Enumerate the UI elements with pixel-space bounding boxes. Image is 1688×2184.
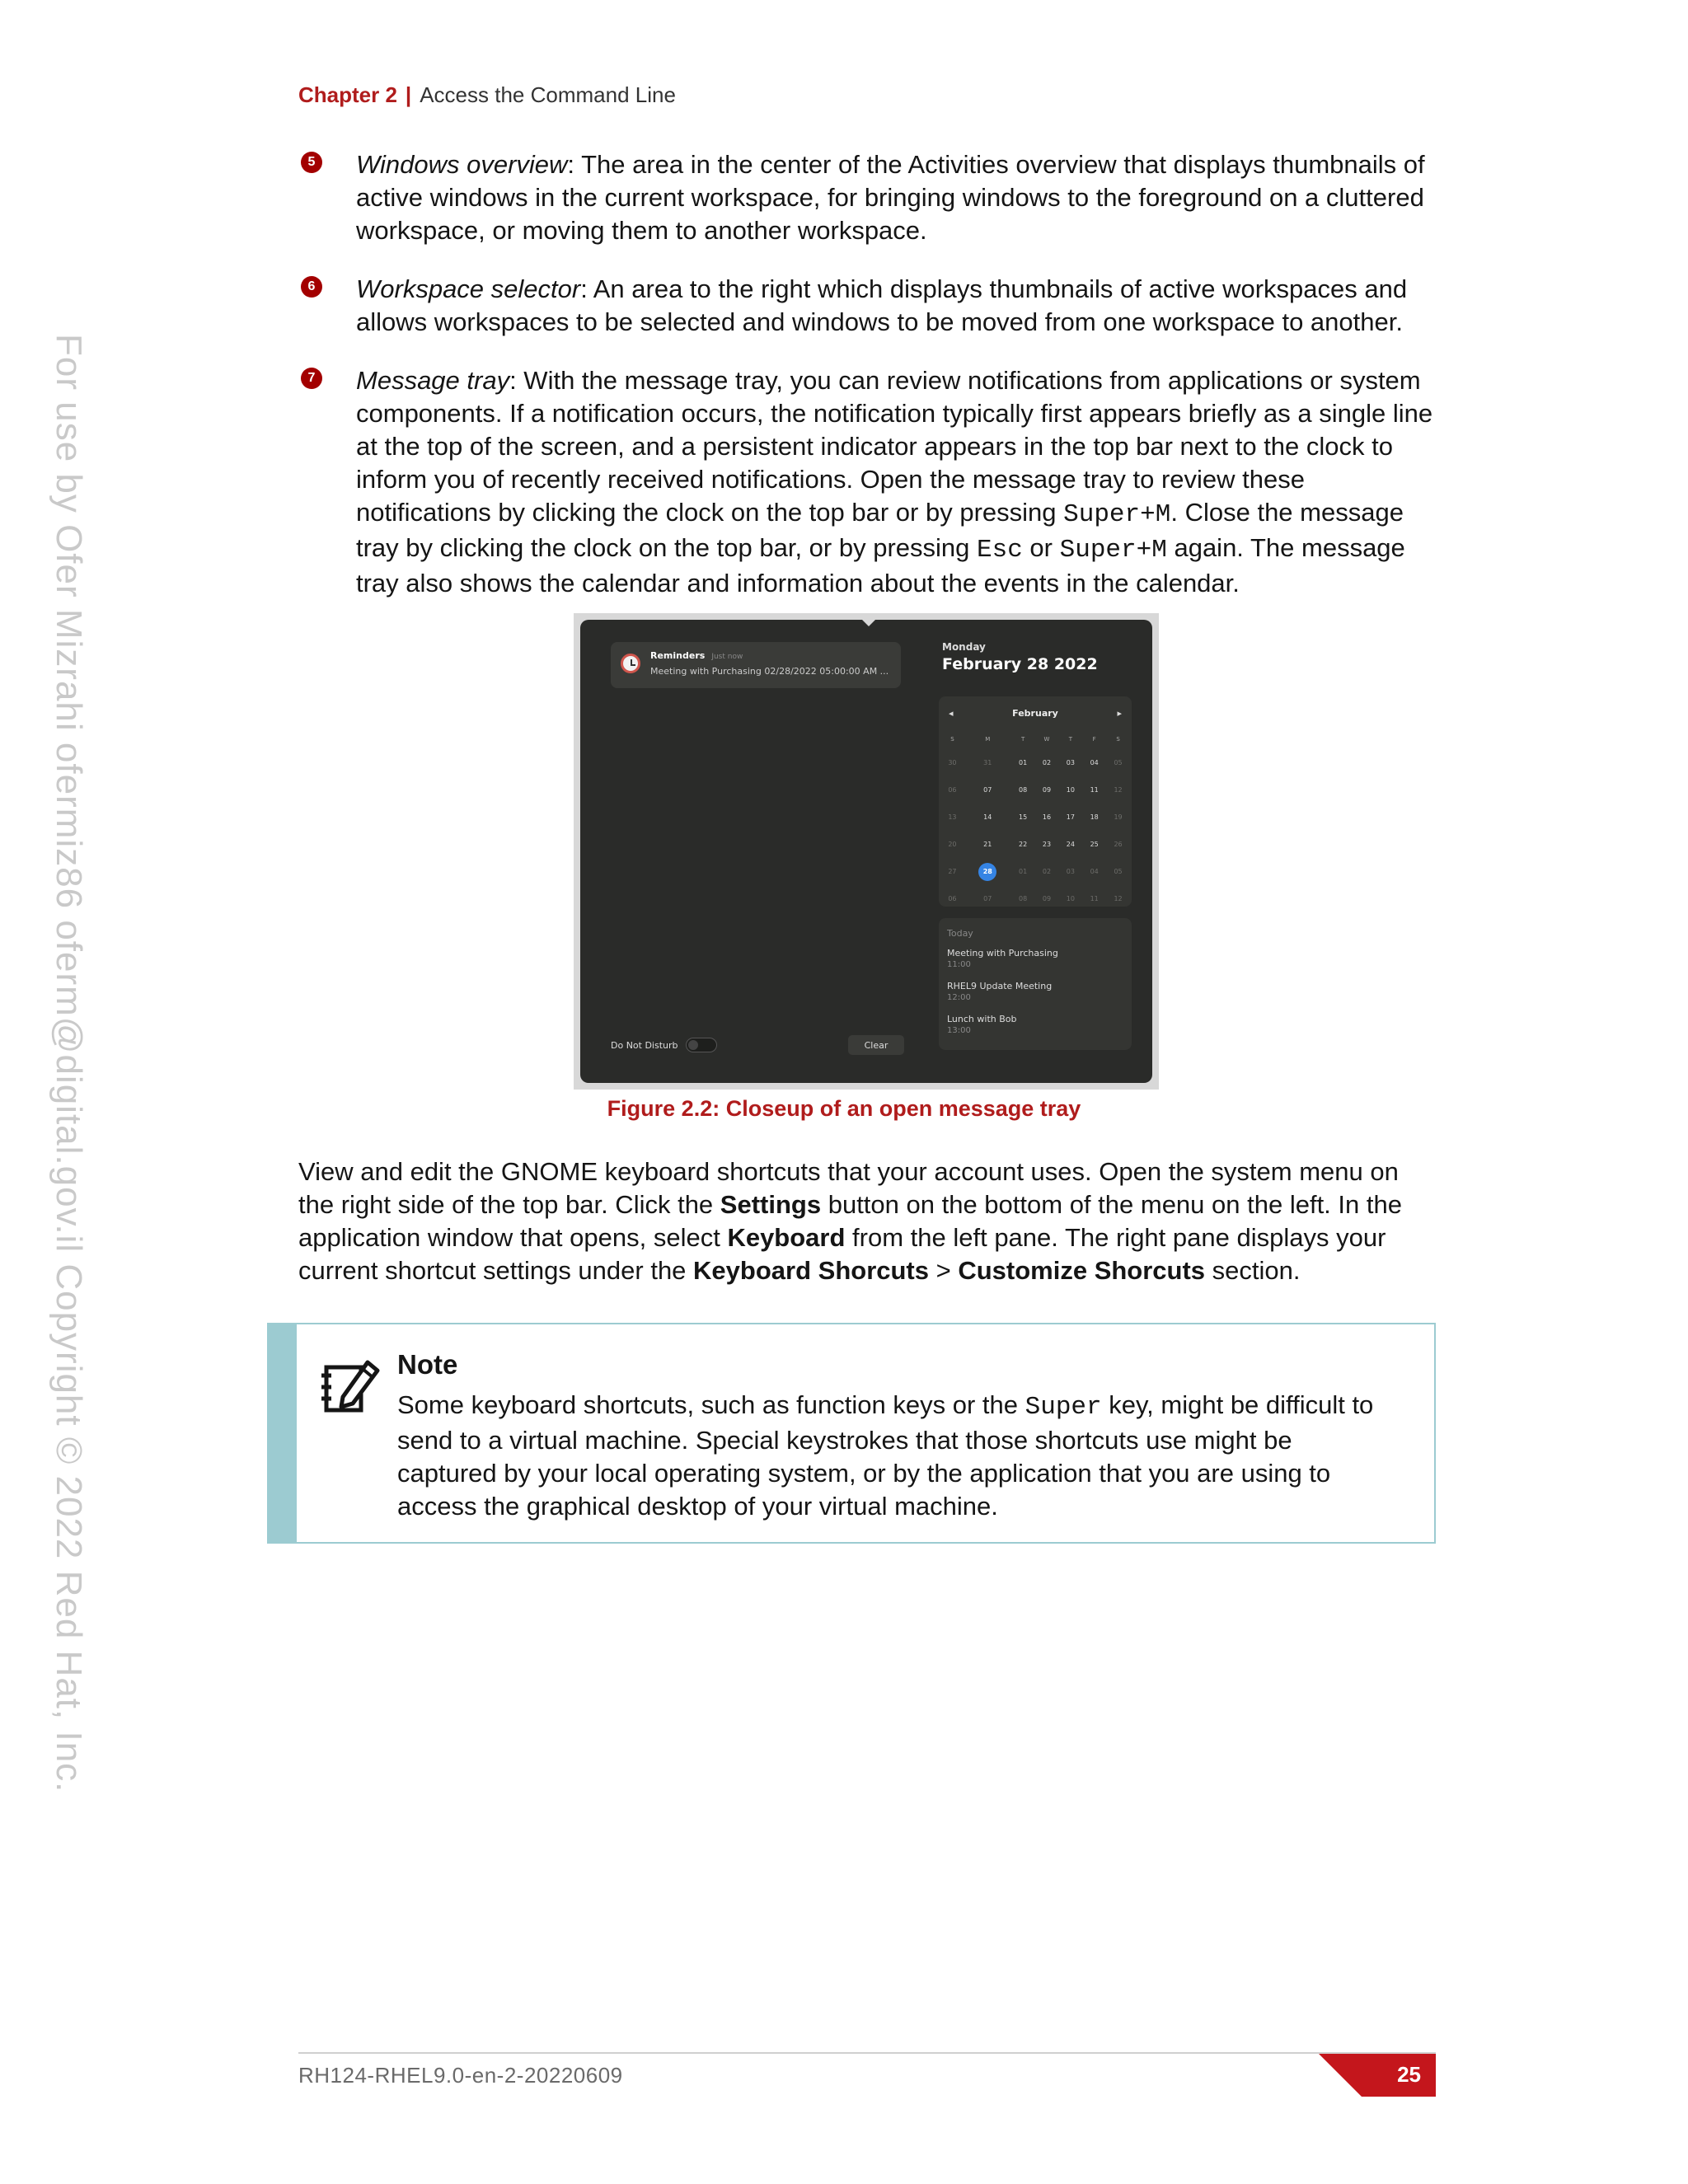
tray-pointer	[860, 620, 877, 626]
callout-term: Message tray	[356, 366, 510, 395]
note-stripe	[269, 1324, 297, 1542]
calendar-day[interactable]: 11	[1090, 786, 1099, 794]
ui-term-settings: Settings	[720, 1190, 822, 1219]
notification-title: Reminders Just now	[650, 650, 743, 661]
page-header	[298, 82, 676, 108]
weekday-label: T	[1020, 736, 1025, 743]
calendar-day[interactable]: 04	[1090, 868, 1099, 875]
calendar-grid	[940, 729, 1130, 912]
event-time: 11:00	[947, 960, 971, 969]
chapter-label: Chapter 2	[298, 82, 397, 107]
callout-text: : The area in the center of the Activities overview that displays thumbnails of active windows in the current workspace, for bringing windows to the foreground on a cluttered workspace, or moving them to another workspace.	[356, 150, 1425, 245]
ui-term-keyboard: Keyboard	[727, 1223, 846, 1252]
event-title: RHEL9 Update Meeting	[947, 981, 1053, 991]
calendar-day[interactable]: 05	[1114, 868, 1123, 875]
calendar-day[interactable]: 09	[1042, 895, 1052, 902]
calendar-month: February	[1012, 708, 1058, 719]
calendar-day[interactable]: 06	[948, 895, 957, 902]
callout-number: 6	[301, 276, 322, 298]
calendar-day[interactable]: 25	[1090, 841, 1099, 848]
calendar-day[interactable]: 01	[1019, 868, 1028, 875]
calendar-day[interactable]: 18	[1090, 813, 1099, 821]
callout-text: or	[1022, 533, 1060, 562]
weekday-label: W	[1043, 736, 1050, 743]
callout-number: 7	[301, 368, 322, 389]
note-box	[267, 1323, 1436, 1544]
keystroke: Super	[1025, 1393, 1102, 1422]
calendar-day[interactable]: 07	[983, 895, 992, 902]
calendar-day[interactable]: 05	[1114, 759, 1123, 766]
keystroke: Esc	[977, 536, 1023, 565]
body-paragraph: View and edit the GNOME keyboard shortcuts that your account uses. Open the system menu on the right side of the top bar. Click the Settings button on the bottom of the menu on the left. In the application window that opens, select Keyboard from the left pane. The right pane displays your current shortcut settings under the Keyboard Shorcuts > Customize Shorcuts section.	[298, 1157, 1402, 1285]
alarm-clock-icon	[621, 654, 640, 673]
event-time: 12:00	[947, 993, 971, 1002]
calendar-day[interactable]: 03	[1066, 868, 1075, 875]
calendar-day[interactable]: 21	[983, 841, 992, 848]
events-panel	[939, 918, 1132, 1050]
notification-body: Meeting with Purchasing 02/28/2022 05:00:00 AM ...	[650, 666, 889, 677]
figure-caption: Figure 2.2: Closeup of an open message tray	[607, 1096, 1081, 1121]
copyright-watermark: For use by Ofer Mizrahi ofermiz86 oferm@digital.gov.il Copyright © 2022 Red Hat, Inc.	[49, 334, 89, 1793]
ui-term-keyboard-shortcuts: Keyboard Shorcuts	[693, 1256, 929, 1285]
calendar-day[interactable]: 10	[1066, 895, 1075, 902]
next-month-icon[interactable]: ▸	[1117, 708, 1122, 719]
document-id: RH124-RHEL9.0-en-2-20220609	[298, 2063, 623, 2088]
do-not-disturb-toggle[interactable]	[686, 1038, 717, 1052]
day-name: Monday	[942, 641, 986, 653]
calendar-day[interactable]: 24	[1066, 841, 1075, 848]
weekday-label: S	[950, 736, 954, 743]
note-title: Note	[397, 1349, 458, 1380]
calendar-day[interactable]: 22	[1019, 841, 1028, 848]
callout-item	[298, 148, 1436, 247]
event-time: 13:00	[947, 1026, 971, 1035]
chapter-title: Access the Command Line	[420, 82, 676, 107]
callout-item	[298, 364, 1436, 600]
calendar-day[interactable]: 02	[1042, 868, 1052, 875]
calendar-day[interactable]: 17	[1066, 813, 1075, 821]
ui-term-customize-shortcuts: Customize Shorcuts	[958, 1256, 1206, 1285]
calendar-day[interactable]: 23	[1042, 841, 1052, 848]
callout-item	[298, 273, 1436, 339]
calendar-day[interactable]: 09	[1042, 786, 1052, 794]
calendar-day[interactable]: 11	[1090, 895, 1099, 902]
weekday-label: M	[985, 736, 991, 743]
calendar-day[interactable]: 20	[948, 841, 957, 848]
callout-text: again. The message tray also shows the calendar and information about the events in the calendar.	[356, 533, 1405, 598]
notification-time: Just now	[711, 653, 743, 661]
callout-term: Windows overview	[356, 150, 568, 179]
calendar-day[interactable]: 12	[1114, 895, 1123, 902]
calendar-day[interactable]: 03	[1066, 759, 1075, 766]
callout-term: Workspace selector	[356, 274, 581, 303]
calendar-day[interactable]: 12	[1114, 786, 1123, 794]
event-title: Lunch with Bob	[947, 1014, 1017, 1024]
page-number-tab	[1319, 2054, 1436, 2097]
callout-text: : An area to the right which displays thumbnails of active workspaces and allows workspaces to be selected and windows to be moved from one workspace to another.	[356, 274, 1408, 336]
calendar-day[interactable]: 02	[1042, 759, 1052, 766]
event-title: Meeting with Purchasing	[947, 948, 1058, 958]
message-tray	[580, 620, 1152, 1083]
callout-text: . Close the message tray by clicking the clock on the top bar, or by pressing	[356, 498, 1404, 562]
calendar-day[interactable]: 16	[1042, 813, 1052, 821]
event-item[interactable]	[947, 981, 1052, 1002]
callout-number: 5	[301, 152, 322, 173]
calendar-day[interactable]: 06	[948, 786, 957, 794]
calendar-day[interactable]: 31	[983, 759, 992, 766]
do-not-disturb-label: Do Not Disturb	[611, 1040, 678, 1051]
weekday-label: T	[1068, 736, 1072, 743]
events-heading: Today	[947, 928, 973, 939]
header-separator: |	[405, 82, 412, 107]
calendar-day[interactable]: 08	[1019, 786, 1028, 794]
keystroke: Super+M	[1063, 500, 1171, 529]
calendar-day[interactable]: 26	[1114, 841, 1123, 848]
calendar-day[interactable]: 15	[1019, 813, 1028, 821]
footer-divider	[298, 2052, 1436, 2054]
calendar-day[interactable]: 01	[1019, 759, 1028, 766]
calendar-day[interactable]: 19	[1114, 813, 1123, 821]
calendar-day[interactable]: 14	[983, 813, 992, 821]
event-item[interactable]	[947, 1014, 1017, 1035]
prev-month-icon[interactable]: ◂	[949, 708, 954, 719]
calendar-day[interactable]: 10	[1066, 786, 1075, 794]
keystroke: Super+M	[1059, 536, 1167, 565]
callout-text: : With the message tray, you can review notifications from applications or system components. If a notification occurs, the notification typically first appears briefly as a single line at the top of the screen, and a persistent indicator appears in the top bar next to the clock to inform you of recently received notifications. Open the message tray to review these notifications by clicking the clock on the top bar or by pressing	[356, 366, 1433, 527]
note-pencil-icon	[320, 1356, 381, 1417]
clear-button[interactable]: Clear	[848, 1035, 904, 1055]
calendar-day-selected[interactable]	[964, 858, 1011, 885]
calendar-day[interactable]: 04	[1090, 759, 1099, 766]
callout-list	[298, 148, 1436, 626]
weekday-label: S	[1116, 736, 1120, 743]
calendar-day[interactable]: 30	[948, 759, 957, 766]
full-date[interactable]: February 28 2022	[942, 655, 1098, 673]
note-body: Some keyboard shortcuts, such as function keys or the Super key, might be difficult to send to a virtual machine. Special keystrokes that those shortcuts use might be captured by your local operating system, or by the application that you are using to access the graphical desktop of your virtual machine.	[397, 1390, 1374, 1521]
event-item[interactable]	[947, 948, 1058, 969]
notification-card[interactable]	[611, 642, 901, 688]
weekday-label: F	[1092, 736, 1096, 743]
calendar-day[interactable]: 08	[1019, 895, 1028, 902]
page-number: 25	[1397, 2062, 1421, 2087]
calendar-day[interactable]: 13	[948, 813, 957, 821]
figure-screenshot	[574, 613, 1159, 1090]
selected-day: 28	[978, 863, 996, 881]
calendar-day[interactable]: 07	[983, 786, 992, 794]
calendar	[939, 696, 1132, 907]
calendar-day[interactable]: 27	[948, 868, 957, 875]
